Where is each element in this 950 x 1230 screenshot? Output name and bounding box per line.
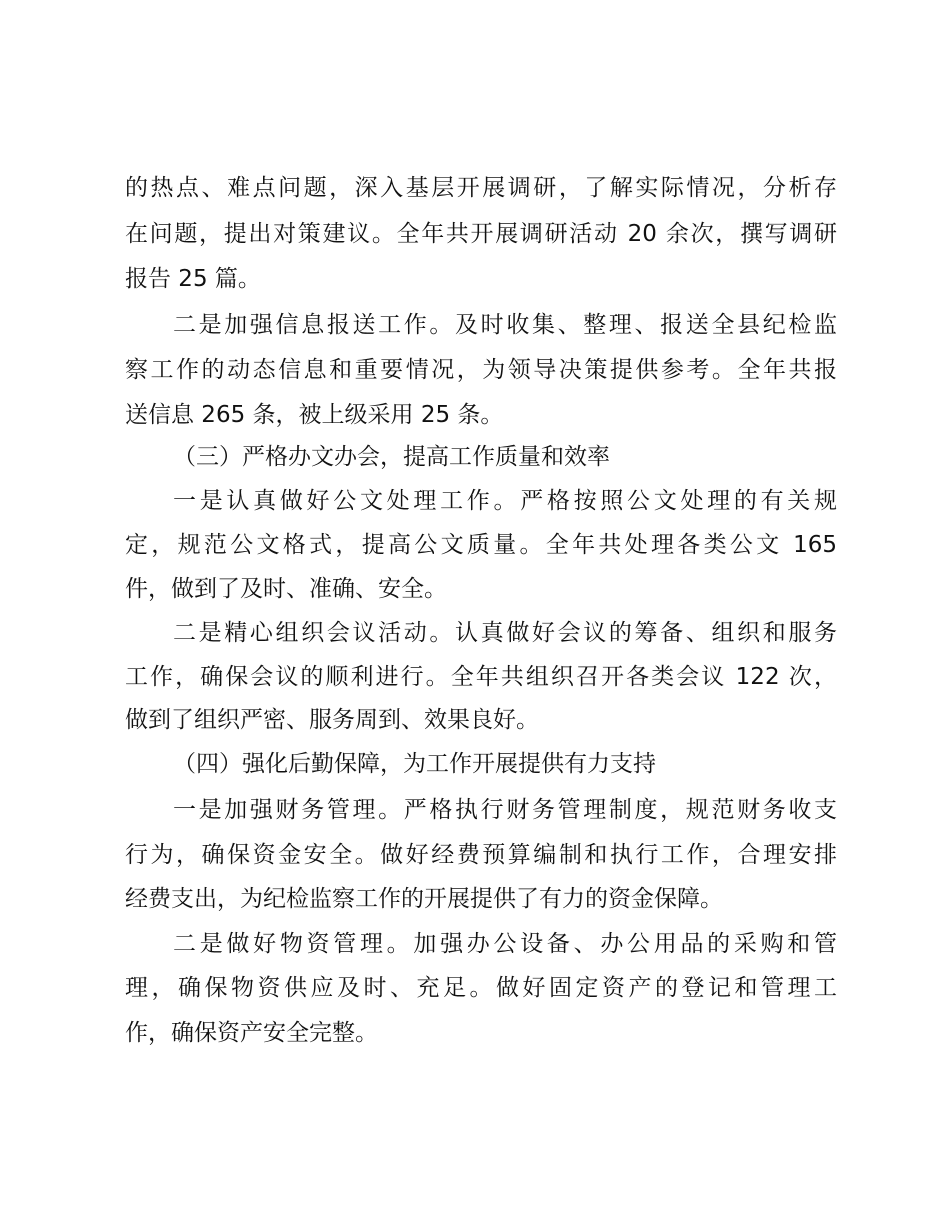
section-heading: （三）严格办文办会，提高工作质量和效率 (173, 444, 610, 470)
text-line: 经费支出，为纪检监察工作的开展提供了有力的资金保障。 (125, 886, 723, 912)
text-line: 工作，确保会议的顺利进行。全年共组织召开各类会议 122 次， (125, 664, 837, 690)
text-line: 送信息 265 条，被上级采用 25 条。 (125, 402, 504, 428)
paragraph-first-line: 一是加强财务管理。严格执行财务管理制度，规范财务收支 (173, 797, 837, 823)
text-line: 理，确保物资供应及时、充足。做好固定资产的登记和管理工 (125, 975, 837, 1001)
text-line: 的热点、难点问题，深入基层开展调研，了解实际情况，分析存 (125, 175, 837, 201)
text-line: 行为，确保资金安全。做好经费预算编制和执行工作，合理安排 (125, 842, 837, 868)
text-line: 作，确保资产安全完整。 (125, 1020, 378, 1046)
paragraph-first-line: 二是加强信息报送工作。及时收集、整理、报送全县纪检监 (173, 312, 837, 338)
paragraph-first-line: 二是精心组织会议活动。认真做好会议的筹备、组织和服务 (173, 620, 837, 646)
text-line: 察工作的动态信息和重要情况，为领导决策提供参考。全年共报 (125, 357, 837, 383)
text-line: 在问题，提出对策建议。全年共开展调研活动 20 余次，撰写调研 (125, 221, 837, 247)
text-line: 做到了组织严密、服务周到、效果良好。 (125, 707, 539, 733)
section-heading: （四）强化后勤保障，为工作开展提供有力支持 (173, 751, 656, 777)
text-line: 定，规范公文格式，提高公文质量。全年共处理各类公文 165 (125, 532, 837, 558)
text-line: 报告 25 篇。 (125, 266, 261, 292)
text-line: 件，做到了及时、准确、安全。 (125, 576, 447, 602)
paragraph-first-line: 一是认真做好公文处理工作。严格按照公文处理的有关规 (173, 488, 837, 514)
paragraph-first-line: 二是做好物资管理。加强办公设备、办公用品的采购和管 (173, 931, 837, 957)
